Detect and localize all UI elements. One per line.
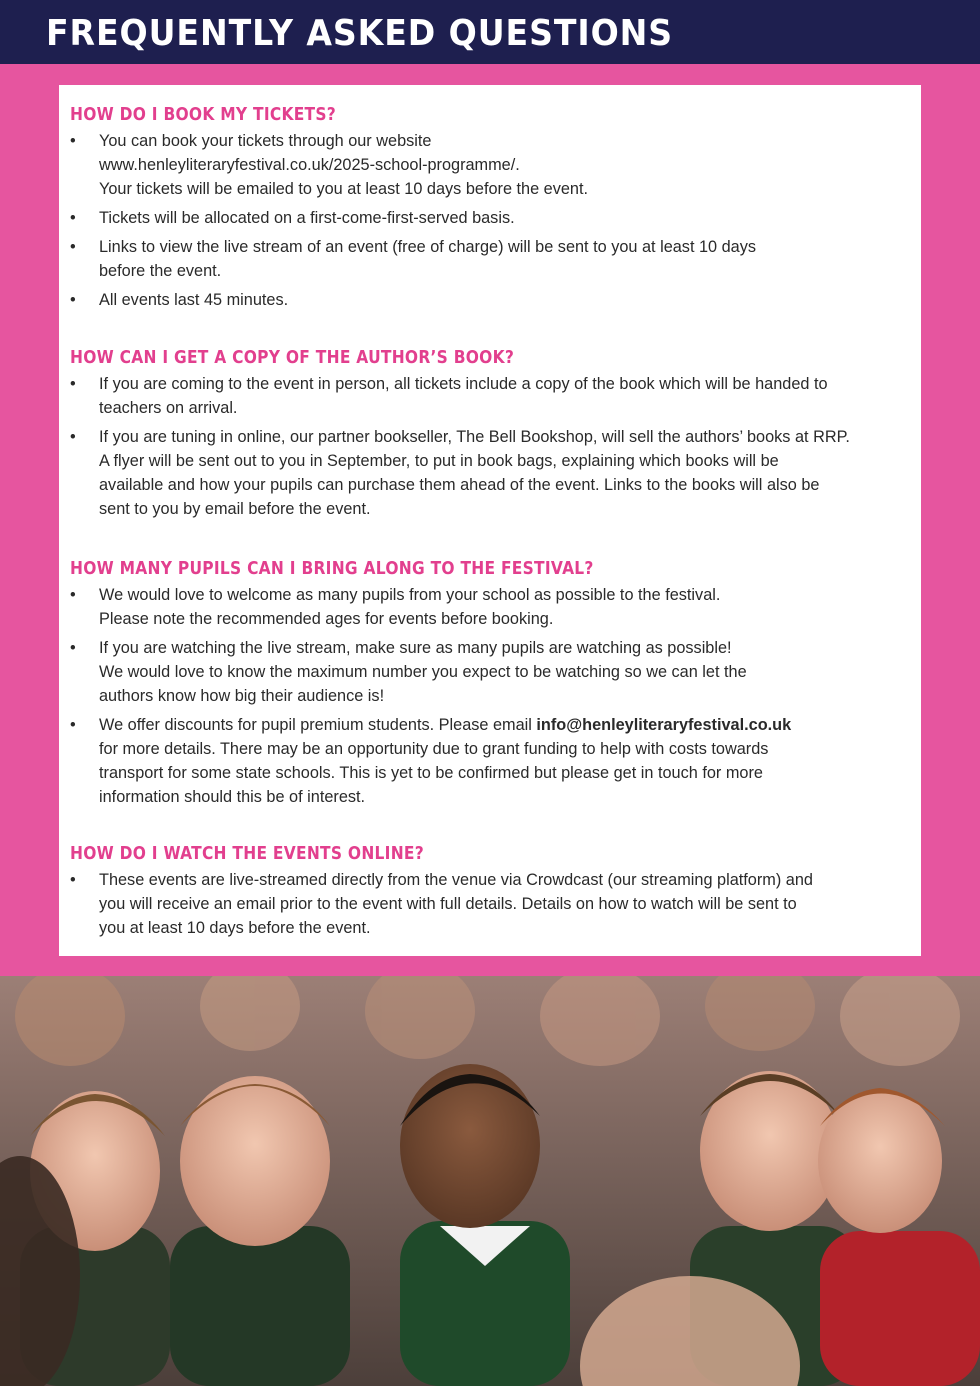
list-item: • We would love to welcome as many pupils from your school as possible to the festival. Please note the recommended ages for events before booking. <box>70 583 910 631</box>
faq-section-book-copy <box>70 347 910 526</box>
faq-heading: HOW DO I WATCH THE EVENTS ONLINE? <box>70 843 424 864</box>
email-link[interactable]: info@henleyliteraryfestival.co.uk <box>536 716 792 734</box>
list-item: • Links to view the live stream of an event (free of charge) will be sent to you at least 10 days before the event. <box>70 235 910 283</box>
faq-panel <box>59 85 921 956</box>
list-item-discounts <box>70 713 910 809</box>
faq-heading: HOW DO I BOOK MY TICKETS? <box>70 104 337 125</box>
audience-photo <box>0 976 980 1386</box>
faq-list <box>70 129 910 312</box>
faq-heading: HOW CAN I GET A COPY OF THE AUTHOR’S BOOK? <box>70 347 515 368</box>
list-item: • You can book your tickets through our website www.henleyliteraryfestival.co.uk/2025-school-programme/. Your tickets will be emailed to you at least 10 days before the event. <box>70 129 910 201</box>
list-item: • If you are tuning in online, our partner bookseller, The Bell Bookshop, will sell the authors’ books at RRP. A flyer will be sent out to you in September, to put in book bags, explaining which books will be available and how your pupils can purchase them ahead of the event. Links to the books will also be sent to you by email before the event. <box>70 425 910 521</box>
list-item: • If you are coming to the event in person, all tickets include a copy of the book which will be handed to teachers on arrival. <box>70 372 910 420</box>
faq-section-booking <box>70 104 910 317</box>
audience-illustration <box>0 976 980 1386</box>
list-item: • Tickets will be allocated on a first-come-first-served basis. <box>70 206 910 230</box>
list-item: • These events are live-streamed directly from the venue via Crowdcast (our streaming platform) and you will receive an email prior to the event with full details. Details on how to watch will be sent to you at least 10 days before the event. <box>70 868 910 940</box>
list-item: • All events last 45 minutes. <box>70 288 910 312</box>
faq-heading: HOW MANY PUPILS CAN I BRING ALONG TO THE FESTIVAL? <box>70 558 594 579</box>
page-title: FREQUENTLY ASKED QUESTIONS <box>46 13 674 54</box>
faq-section-online <box>70 843 910 945</box>
discount-details: for more details. There may be an opportunity due to grant funding to help with costs towards transport for some state schools. This is yet to be confirmed but please get in touch for more information should this be of interest. <box>99 740 769 806</box>
header-bar <box>0 0 980 64</box>
list-item: • If you are watching the live stream, make sure as many pupils are watching as possible! We would love to know the maximum number you expect to be watching so we can let the authors know how big their audience is! <box>70 636 910 708</box>
faq-list <box>70 372 910 521</box>
faq-section-pupils <box>70 558 910 814</box>
faq-list <box>70 868 910 940</box>
faq-list <box>70 583 910 809</box>
discount-text: We offer discounts for pupil premium students. Please email <box>99 716 537 734</box>
